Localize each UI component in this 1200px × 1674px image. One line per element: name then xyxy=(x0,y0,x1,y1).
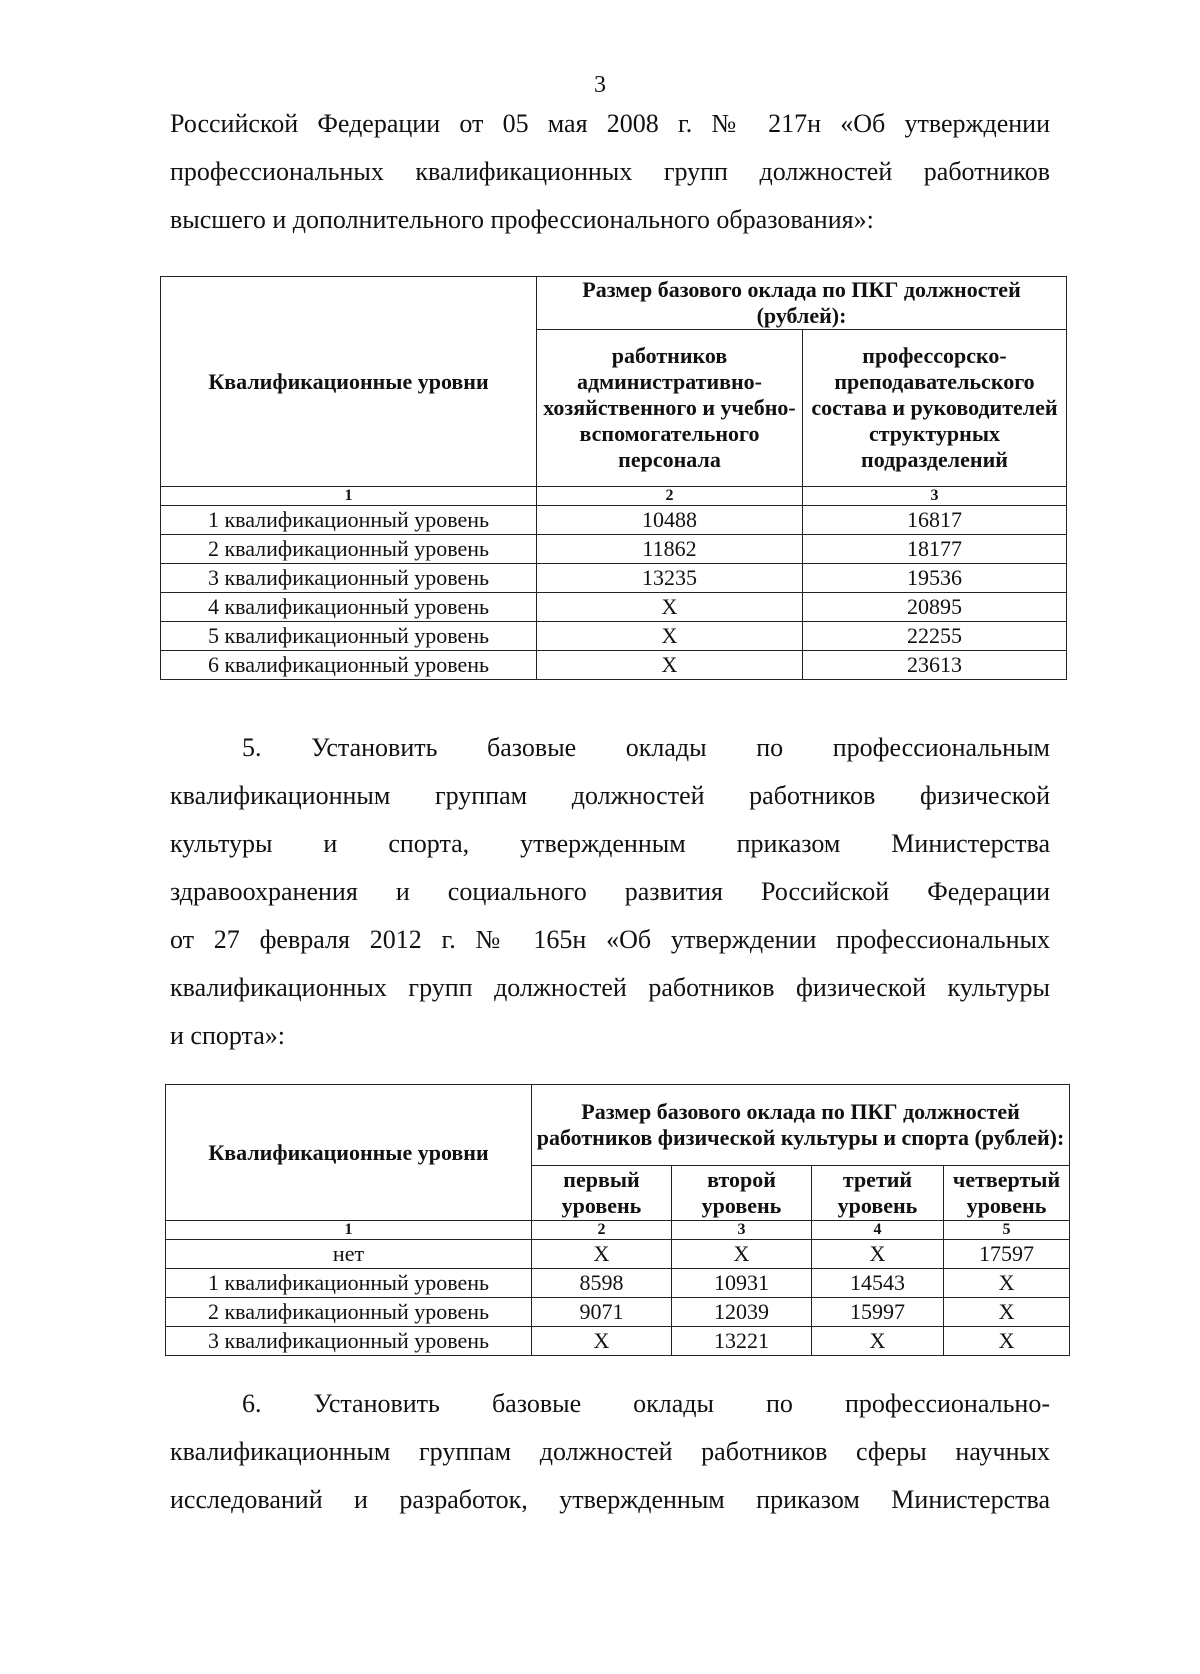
value-cell: 22255 xyxy=(803,622,1067,651)
level-cell: нет xyxy=(166,1240,532,1269)
value-cell: X xyxy=(944,1269,1070,1298)
table-row xyxy=(161,535,1067,564)
column-number: 1 xyxy=(166,1221,532,1240)
value-cell: 17597 xyxy=(944,1240,1070,1269)
value-cell: 10488 xyxy=(537,506,803,535)
column-number: 2 xyxy=(537,487,803,506)
header-levels: Квалификационные уровни xyxy=(166,1085,532,1221)
text-line: 6. Установить базовые оклады по профессионально- xyxy=(242,1389,1050,1418)
paragraph-top xyxy=(170,100,1050,244)
column-number: 3 xyxy=(672,1221,812,1240)
text-line: высшего и дополнительного профессионального образования»: xyxy=(170,205,874,234)
value-cell: 23613 xyxy=(803,651,1067,680)
level-cell: 3 квалификационный уровень xyxy=(166,1327,532,1356)
value-cell: 19536 xyxy=(803,564,1067,593)
header-col-4: третий уровень xyxy=(812,1166,944,1221)
value-cell: 13235 xyxy=(537,564,803,593)
header-col-2: первый уровень xyxy=(532,1166,672,1221)
level-cell: 4 квалификационный уровень xyxy=(161,593,537,622)
header-group: Размер базового оклада по ПКГ должностей (рублей): xyxy=(537,277,1067,330)
level-cell: 3 квалификационный уровень xyxy=(161,564,537,593)
text-line: от 27 февраля 2012 г. № 165н «Об утверждении профессиональных xyxy=(170,925,1050,954)
paragraph-6 xyxy=(170,1380,1050,1524)
level-cell: 2 квалификационный уровень xyxy=(166,1298,532,1327)
value-cell: X xyxy=(944,1327,1070,1356)
table-row xyxy=(166,1327,1070,1356)
text-line: профессиональных квалификационных групп должностей работников xyxy=(170,157,1050,186)
text-line: культуры и спорта, утвержденным приказом Министерства xyxy=(170,829,1050,858)
text-line: квалификационным группам должностей работников сферы научных xyxy=(170,1437,1050,1466)
table-row xyxy=(166,1269,1070,1298)
value-cell: X xyxy=(537,593,803,622)
table-row xyxy=(166,1240,1070,1269)
column-number: 3 xyxy=(803,487,1067,506)
page-number: 3 xyxy=(594,72,606,98)
value-cell: 13221 xyxy=(672,1327,812,1356)
value-cell: 15997 xyxy=(812,1298,944,1327)
column-number: 2 xyxy=(532,1221,672,1240)
text-line: здравоохранения и социального развития Российской Федерации xyxy=(170,877,1050,906)
header-col-2: работников административно-хозяйственного и учебно-вспомогательного персонала xyxy=(537,330,803,487)
salary-table-physical-culture xyxy=(165,1084,1070,1356)
value-cell: 11862 xyxy=(537,535,803,564)
text-line: Российской Федерации от 05 мая 2008 г. № 217н «Об утверждении xyxy=(170,109,1050,138)
table-row xyxy=(161,593,1067,622)
header-levels: Квалификационные уровни xyxy=(161,277,537,487)
text-line: 5. Установить базовые оклады по профессиональным xyxy=(242,733,1050,762)
value-cell: X xyxy=(812,1327,944,1356)
value-cell: X xyxy=(532,1240,672,1269)
header-group: Размер базового оклада по ПКГ должностей работников физической культуры и спорта (рублей): xyxy=(532,1085,1070,1166)
table-row xyxy=(161,622,1067,651)
paragraph-5 xyxy=(170,724,1050,1060)
value-cell: X xyxy=(944,1298,1070,1327)
level-cell: 5 квалификационный уровень xyxy=(161,622,537,651)
text-line: и спорта»: xyxy=(170,1021,285,1050)
text-line: исследований и разработок, утвержденным приказом Министерства xyxy=(170,1485,1050,1514)
value-cell: X xyxy=(812,1240,944,1269)
value-cell: 20895 xyxy=(803,593,1067,622)
value-cell: 18177 xyxy=(803,535,1067,564)
table-row xyxy=(161,564,1067,593)
value-cell: X xyxy=(537,651,803,680)
salary-table-higher-education xyxy=(160,276,1067,680)
column-number: 5 xyxy=(944,1221,1070,1240)
table-row xyxy=(161,506,1067,535)
level-cell: 6 квалификационный уровень xyxy=(161,651,537,680)
level-cell: 1 квалификационный уровень xyxy=(161,506,537,535)
column-number: 1 xyxy=(161,487,537,506)
level-cell: 2 квалификационный уровень xyxy=(161,535,537,564)
column-number: 4 xyxy=(812,1221,944,1240)
value-cell: 14543 xyxy=(812,1269,944,1298)
value-cell: 8598 xyxy=(532,1269,672,1298)
value-cell: 12039 xyxy=(672,1298,812,1327)
header-col-3: второй уровень xyxy=(672,1166,812,1221)
text-line: квалификационных групп должностей работников физической культуры xyxy=(170,973,1050,1002)
text-line: квалификационным группам должностей работников физической xyxy=(170,781,1050,810)
header-col-5: четвертый уровень xyxy=(944,1166,1070,1221)
level-cell: 1 квалификационный уровень xyxy=(166,1269,532,1298)
value-cell: X xyxy=(532,1327,672,1356)
value-cell: 16817 xyxy=(803,506,1067,535)
table-row xyxy=(161,651,1067,680)
value-cell: X xyxy=(537,622,803,651)
value-cell: X xyxy=(672,1240,812,1269)
table-row xyxy=(166,1298,1070,1327)
header-col-3: профессорско-преподавательского состава и руководителей структурных подразделений xyxy=(803,330,1067,487)
value-cell: 9071 xyxy=(532,1298,672,1327)
value-cell: 10931 xyxy=(672,1269,812,1298)
